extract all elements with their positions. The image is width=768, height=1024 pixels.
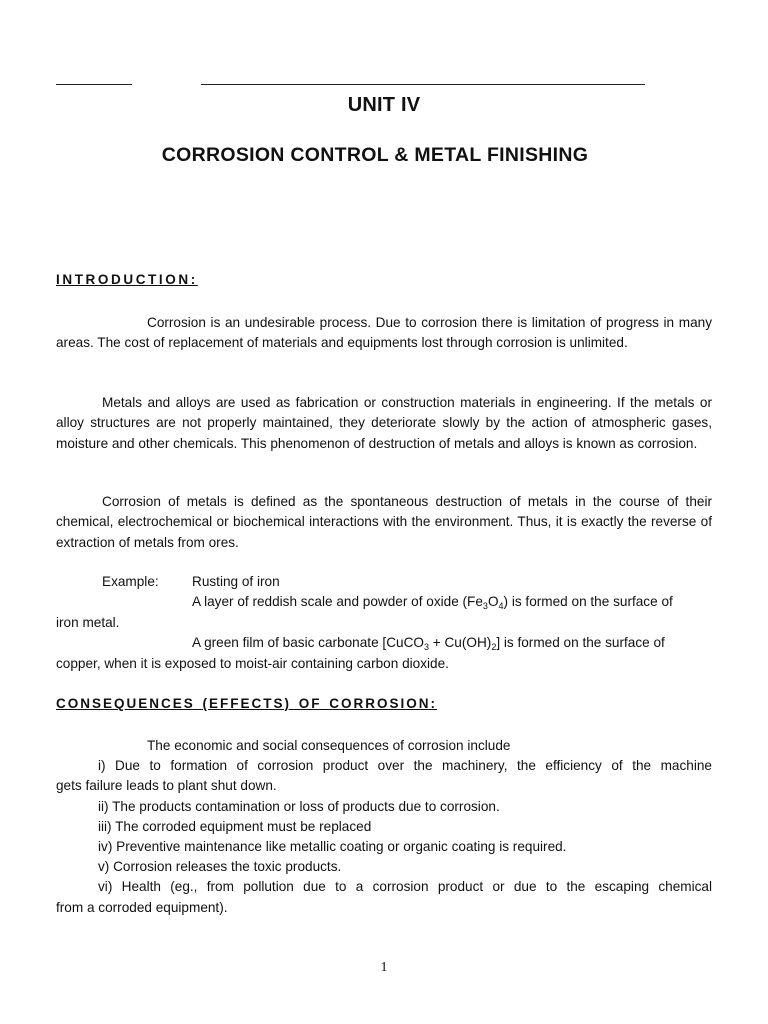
copper-subscript-2: 2: [491, 642, 497, 653]
list-item: i) Due to formation of corrosion product over the machinery, the efficiency of the machine: [98, 758, 712, 774]
example-iron-continuation: iron metal.: [56, 614, 120, 630]
copper-text-pre: A green film of basic carbonate [CuCO: [192, 635, 424, 651]
list-item: vi) Health (eg., from pollution due to a corrosion product or due to the escaping chemical: [98, 879, 712, 895]
example-copper-continuation: copper, when it is exposed to moist-air containing carbon dioxide.: [56, 655, 449, 671]
example-iron-text: [192, 592, 673, 612]
example-row-label: [56, 572, 712, 592]
iron-subscript-2: 4: [498, 601, 504, 612]
copper-text-mid: + Cu(OH): [428, 635, 492, 651]
example-copper-text: [192, 633, 665, 653]
list-item: iv) Preventive maintenance like metallic coating or organic coating is required.: [98, 839, 567, 855]
introduction-heading: INTRODUCTION:: [56, 272, 198, 287]
intro-paragraph-1-text: Corrosion is an undesirable process. Due to corrosion there is limitation of progress in many areas. The cost of replacement of materials and equipments lost through corrosion is unlimited.: [56, 315, 712, 351]
iron-subscript-1: 3: [482, 601, 488, 612]
intro-paragraph-2: [56, 393, 712, 454]
chapter-title: CORROSION CONTROL & METAL FINISHING: [161, 144, 589, 166]
page-number: 1: [380, 960, 388, 975]
example-label: Example:: [102, 574, 159, 589]
list-item: ii) The products contamination or loss of products due to corrosion.: [98, 798, 500, 814]
intro-paragraph-2-text: Metals and alloys are used as fabrication or construction materials in engineering. If the metals or alloy structures are not properly maintained, they deteriorate slowly by the action of atmospheric gases, moisture and other chemicals. This phenomenon of destruction of metals and alloys is known as corrosion.: [56, 395, 712, 451]
consequences-heading: CONSEQUENCES (EFFECTS) OF CORROSION:: [56, 696, 438, 711]
list-item-continuation: gets failure leads to plant shut down.: [56, 778, 277, 794]
example-name: Rusting of iron: [192, 574, 280, 589]
example-row-iron: [56, 592, 712, 612]
header-rule-long: [201, 84, 645, 85]
iron-text-post: ) is formed on the surface of: [503, 594, 673, 610]
header-rule-short: [56, 84, 132, 85]
example-block: [56, 572, 712, 674]
intro-paragraph-1: [56, 313, 712, 354]
example-row-copper: [56, 633, 712, 653]
copper-text-post: ] is formed on the surface of: [496, 635, 665, 651]
intro-paragraph-3: [56, 492, 712, 553]
list-item: v) Corrosion releases the toxic products.: [98, 859, 342, 875]
example-row-copper-cont: [56, 654, 712, 674]
copper-subscript-1: 3: [423, 642, 429, 653]
consequences-intro: The economic and social consequences of corrosion include: [147, 738, 511, 753]
iron-text-pre: A layer of reddish scale and powder of oxide (Fe: [192, 594, 483, 610]
intro-paragraph-3-text: Corrosion of metals is defined as the spontaneous destruction of metals in the course of their chemical, electrochemical or biochemical interactions with the environment. Thus, it is exactly the reverse of extraction of metals from ores.: [56, 494, 712, 550]
iron-text-mid: O: [487, 594, 499, 610]
list-item-continuation: from a corroded equipment).: [56, 899, 228, 915]
list-item: iii) The corroded equipment must be replaced: [98, 818, 372, 834]
example-row-iron-cont: [56, 613, 712, 633]
consequences-list: [56, 736, 712, 918]
unit-heading: UNIT IV: [347, 94, 421, 116]
